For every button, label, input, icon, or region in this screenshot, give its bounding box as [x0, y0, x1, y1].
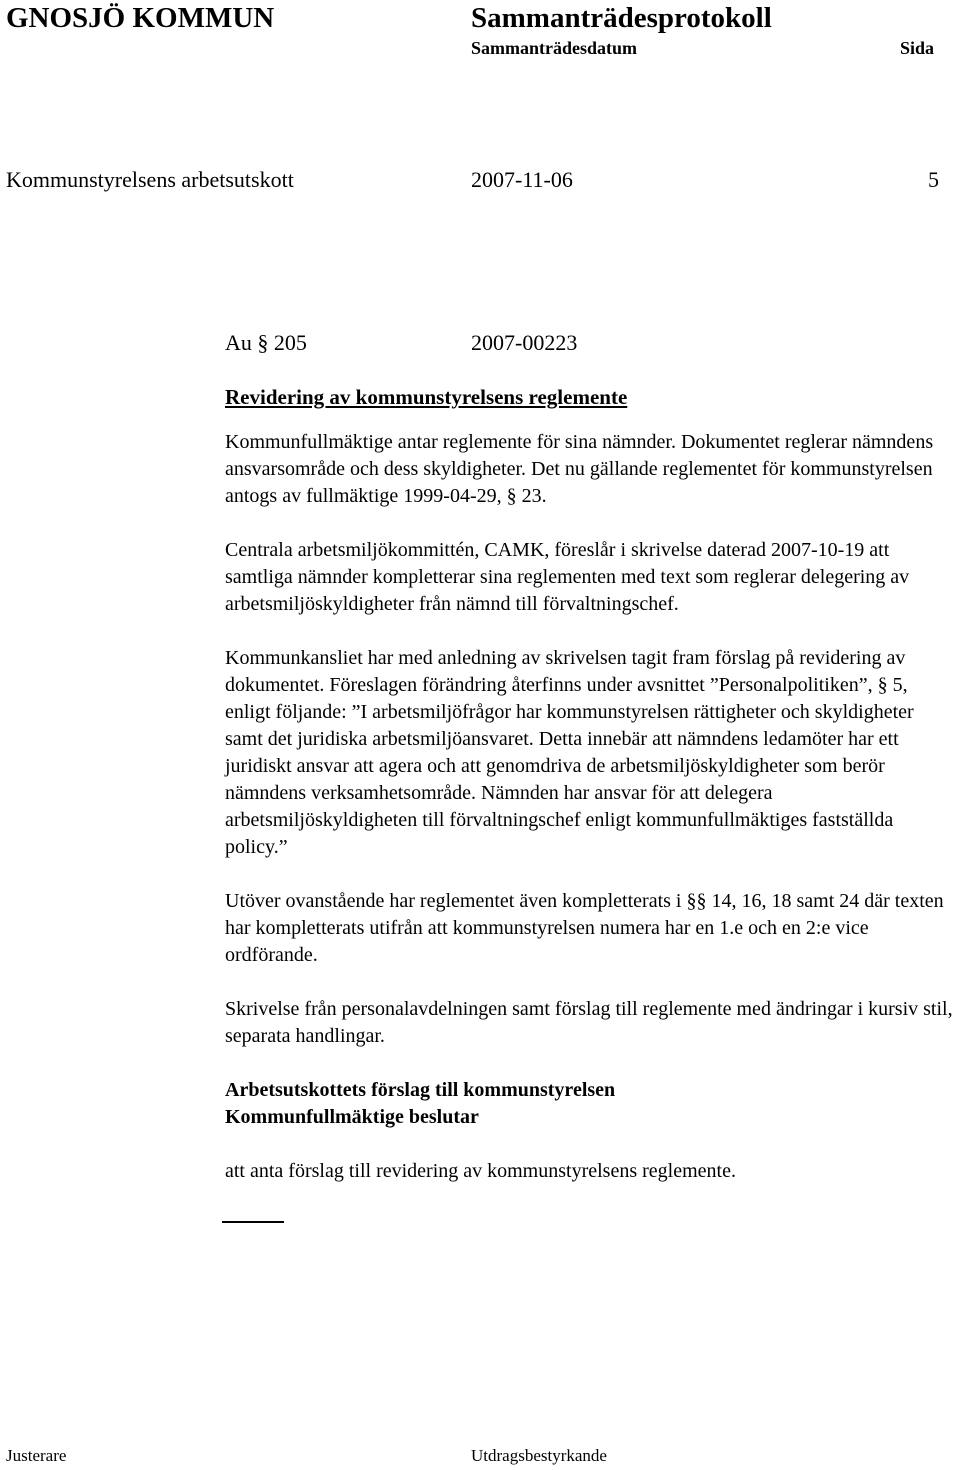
- page-number: 5: [928, 167, 939, 192]
- proposal-subtitle: Kommunfullmäktige beslutar: [225, 1106, 479, 1128]
- proposal-title: Arbetsutskottets förslag till kommunstyrelsen: [225, 1079, 616, 1101]
- case-id: 2007-00223: [471, 330, 578, 355]
- end-rule: [222, 1221, 284, 1223]
- paragraph-attachments: Skrivelse från personalavdelningen samt förslag till reglemente med ändringar i kursiv stil, separata handlingar.: [225, 998, 953, 1047]
- paragraph-supplement: Utöver ovanstående har reglementet även kompletterats i §§ 14, 16, 18 samt 24 där texten har kompletterats utifrån att kommunstyrelsen numera har en 1.e och en 2:e vice ordförande.: [225, 890, 944, 966]
- page-label: Sida: [900, 38, 935, 58]
- case-heading: Revidering av kommunstyrelsens reglemente: [225, 385, 628, 409]
- paragraph-camk: Centrala arbetsmiljökommittén, CAMK, föreslår i skrivelse daterad 2007-10-19 att samtliga nämnder kompletterar sina reglementen med text som reglerar delegering av arbetsmiljöskyldigheter från nämnd till förvaltningschef.: [225, 539, 910, 615]
- document-type: Sammanträdesprotokoll: [471, 2, 772, 34]
- organization-name: GNOSJÖ KOMMUN: [6, 2, 275, 34]
- footer-adjuster-label: Justerare: [6, 1446, 67, 1465]
- paragraph-background: Kommunfullmäktige antar reglemente för sina nämnder. Dokumentet reglerar nämndens ansvarsområde och dess skyldigheter. Det nu gällande reglementet för kommunstyrelsen antogs av fullmäktige 1999-04-29, § 23.: [225, 431, 934, 507]
- paragraph-proposal-text: Kommunkansliet har med anledning av skrivelsen tagit fram förslag på revidering av dokumentet. Föreslagen förändring återfinns under avsnittet ”Personalpolitiken”, § 5, enligt följande: ”I arbetsmiljöfrågor har kommunstyrelsen rättigheter och skyldigheter samt det juridiska arbetsmiljöansvaret. Detta innebär att nämndens ledamöter har ett juridiskt ansvar att agera och att genomdriva de arbetsmiljöskyldigheter som berör nämndens verksamhetsområde. Nämnden har ansvar för att delegera arbetsmiljöskyldigheten till förvaltningschef enligt kommunfullmäktiges fastställda policy.”: [225, 647, 914, 858]
- committee-name: Kommunstyrelsens arbetsutskott: [6, 167, 294, 192]
- protocol-body: [225, 384, 955, 1185]
- meeting-date: 2007-11-06: [471, 167, 573, 192]
- meeting-date-label: Sammanträdesdatum: [471, 38, 638, 58]
- footer-certification-label: Utdragsbestyrkande: [471, 1446, 607, 1465]
- decision-text: att anta förslag till revidering av kommunstyrelsens reglemente.: [225, 1160, 736, 1182]
- case-number: Au § 205: [225, 330, 307, 355]
